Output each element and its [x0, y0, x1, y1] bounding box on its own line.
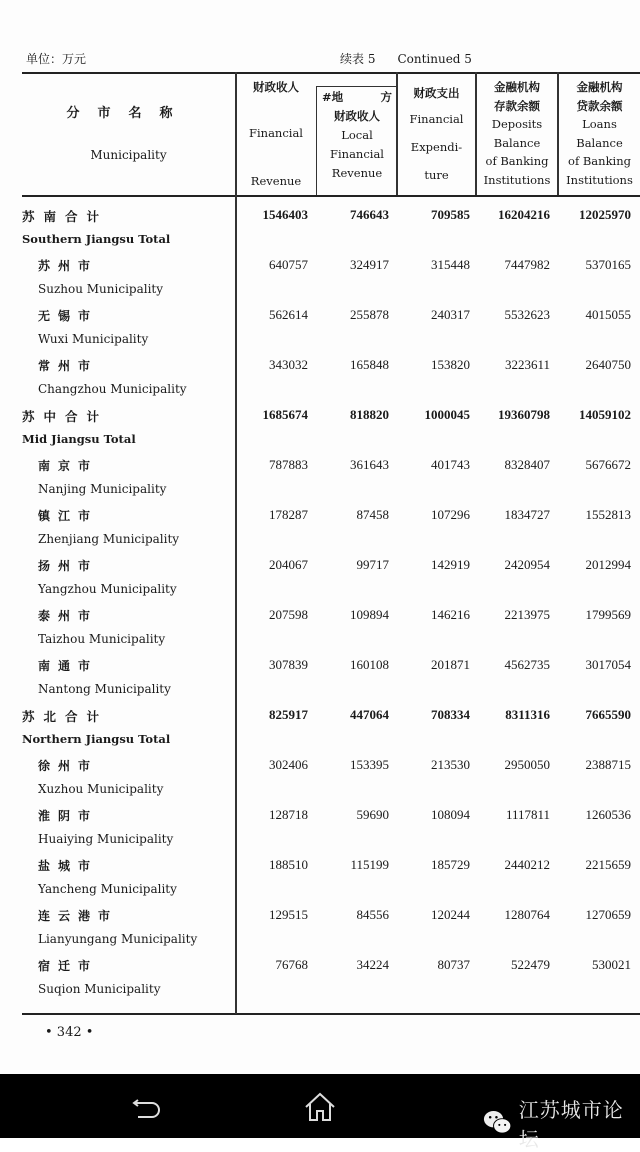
- row-name-en: Yangzhou Municipality: [38, 582, 177, 596]
- cell-value: 2440212: [504, 857, 550, 872]
- row-name-en-line: [0, 678, 640, 703]
- cell-value: 2388715: [585, 757, 631, 772]
- watermark-text: 江苏城市论坛: [518, 1098, 624, 1151]
- cell-value: 1834727: [504, 507, 550, 522]
- header-municipality: 分市名称 Municipality: [66, 106, 191, 162]
- table-row: [0, 653, 640, 678]
- cell-value: 107296: [431, 507, 470, 522]
- row-name-en-line: [0, 428, 640, 453]
- back-icon: [128, 1090, 168, 1124]
- row-name-cn: 苏州市: [38, 259, 99, 273]
- table-row: [0, 253, 640, 278]
- row-name-en: Yancheng Municipality: [38, 882, 177, 896]
- cell-value: 307839: [269, 657, 308, 672]
- cell-value: 1799569: [585, 607, 631, 622]
- row-name-cn: 扬州市: [38, 559, 99, 573]
- cell-value: 1280764: [504, 907, 550, 922]
- cell-value: 201871: [431, 657, 470, 672]
- android-nav-bar: [0, 1074, 640, 1151]
- cell-value: 2420954: [504, 557, 550, 572]
- table-body: [0, 203, 640, 1003]
- cell-value: 302406: [269, 757, 308, 772]
- table-row: [0, 903, 640, 928]
- cell-value: 818820: [350, 407, 389, 422]
- row-name-en: Mid Jiangsu Total: [22, 432, 136, 446]
- cell-value: 142919: [431, 557, 470, 572]
- header-financial-revenue: 财政收人 Financial Revenue: [249, 80, 303, 188]
- cell-value: 522479: [511, 957, 550, 972]
- cell-value: 84556: [356, 907, 389, 922]
- cell-value: 5532623: [504, 307, 550, 322]
- cell-value: 185729: [431, 857, 470, 872]
- cell-value: 447064: [350, 707, 389, 722]
- row-name-en-line: [0, 778, 640, 803]
- cell-value: 8328407: [504, 457, 550, 472]
- cell-value: 8311316: [505, 707, 550, 722]
- row-name-en: Lianyungang Municipality: [38, 932, 198, 946]
- cell-value: 2012994: [585, 557, 631, 572]
- cell-value: 2950050: [504, 757, 550, 772]
- row-name-cn: 南通市: [38, 659, 99, 673]
- cell-value: 213530: [431, 757, 470, 772]
- row-name-en-line: [0, 378, 640, 403]
- row-name-cn: 泰州市: [38, 609, 99, 623]
- cell-value: 7447982: [504, 257, 550, 272]
- row-name-cn: 苏南合计: [22, 209, 109, 224]
- row-name-en: Zhenjiang Municipality: [38, 532, 180, 546]
- cell-value: 188510: [269, 857, 308, 872]
- cell-value: 146216: [431, 607, 470, 622]
- wechat-icon: [482, 1108, 515, 1138]
- cell-value: 324917: [350, 257, 389, 272]
- page-number: • 342 •: [45, 1025, 94, 1040]
- continued-label: [340, 50, 494, 67]
- cell-value: 80737: [437, 957, 470, 972]
- header-loans: 金融机构 贷款余额 Loans Balance of Banking Institutions: [566, 80, 633, 187]
- cell-value: 160108: [350, 657, 389, 672]
- row-name-cn: 无锡市: [38, 309, 99, 323]
- row-name-en-line: [0, 528, 640, 553]
- row-name-cn: 宿迁市: [38, 959, 99, 973]
- row-name-cn: 淮阴市: [38, 809, 99, 823]
- row-name-en: Xuzhou Municipality: [38, 782, 164, 796]
- row-name-en: Southern Jiangsu Total: [22, 232, 171, 246]
- cell-value: 825917: [269, 707, 308, 722]
- continued-cn: 续表 5: [340, 52, 376, 66]
- home-button[interactable]: [300, 1090, 340, 1124]
- cell-value: 1546403: [262, 207, 308, 222]
- row-name-en: Nanjing Municipality: [38, 482, 167, 496]
- row-name-en-line: [0, 278, 640, 303]
- total-row: [0, 203, 640, 228]
- cell-value: 153820: [431, 357, 470, 372]
- cell-value: 255878: [350, 307, 389, 322]
- total-row: [0, 403, 640, 428]
- table-row: [0, 503, 640, 528]
- cell-value: 2215659: [585, 857, 631, 872]
- table-row: [0, 803, 640, 828]
- cell-value: 708334: [431, 707, 470, 722]
- table-row: [0, 853, 640, 878]
- row-name-en: Northern Jiangsu Total: [22, 732, 171, 746]
- cell-value: 640757: [269, 257, 308, 272]
- cell-value: 7665590: [585, 707, 631, 722]
- table-row: [0, 353, 640, 378]
- row-name-en: Nantong Municipality: [38, 682, 171, 696]
- row-name-cn: 苏中合计: [22, 409, 109, 424]
- cell-value: 1552813: [585, 507, 631, 522]
- cell-value: 109894: [350, 607, 389, 622]
- cell-value: 99717: [356, 557, 389, 572]
- cell-value: 5676672: [585, 457, 631, 472]
- row-name-cn: 镇江市: [38, 509, 99, 523]
- cell-value: 4562735: [504, 657, 550, 672]
- cell-value: 19360798: [498, 407, 550, 422]
- table-row: [0, 953, 640, 978]
- row-name-en: Taizhou Municipality: [38, 632, 166, 646]
- cell-value: 14059102: [579, 407, 631, 422]
- cell-value: 361643: [350, 457, 389, 472]
- cell-value: 709585: [431, 207, 470, 222]
- table-row: [0, 303, 640, 328]
- cell-value: 240317: [431, 307, 470, 322]
- cell-value: 3223611: [504, 357, 550, 372]
- total-row: [0, 703, 640, 728]
- row-name-en-line: [0, 228, 640, 253]
- row-name-en-line: [0, 728, 640, 753]
- header-financial-expenditure: 财政支出 Financial Expendi- ture: [409, 86, 464, 182]
- cell-value: 2640750: [585, 357, 631, 372]
- cell-value: 401743: [431, 457, 470, 472]
- row-name-en-line: [0, 828, 640, 853]
- cell-value: 1117811: [505, 807, 550, 822]
- cell-value: 5370165: [585, 257, 631, 272]
- row-name-cn: 盐城市: [38, 859, 99, 873]
- row-name-en: Changzhou Municipality: [38, 382, 187, 396]
- row-name-en: Suzhou Municipality: [38, 282, 164, 296]
- home-icon: [300, 1090, 340, 1124]
- cell-value: 34224: [356, 957, 389, 972]
- row-name-en-line: [0, 878, 640, 903]
- table-row: [0, 553, 640, 578]
- watermark: [482, 1094, 640, 1152]
- cell-value: 207598: [269, 607, 308, 622]
- table-row: [0, 453, 640, 478]
- cell-value: 59690: [356, 807, 389, 822]
- cell-value: 1000045: [424, 407, 470, 422]
- cell-value: 76768: [275, 957, 308, 972]
- row-name-en-line: [0, 928, 640, 953]
- row-name-en: Huaiying Municipality: [38, 832, 174, 846]
- cell-value: 1685674: [262, 407, 308, 422]
- cell-value: 108094: [431, 807, 470, 822]
- row-name-en-line: [0, 978, 640, 1003]
- cell-value: 178287: [269, 507, 308, 522]
- row-name-cn: 徐州市: [38, 759, 99, 773]
- cell-value: 128718: [269, 807, 308, 822]
- header-deposits: 金融机构 存款余额 Deposits Balance of Banking Institutions: [483, 80, 551, 187]
- cell-value: 165848: [350, 357, 389, 372]
- cell-value: 120244: [431, 907, 470, 922]
- cell-value: 530021: [592, 957, 631, 972]
- cell-value: 2213975: [504, 607, 550, 622]
- header-local-financial-revenue: #地 方 财政收人 Local Financial Revenue: [322, 90, 392, 180]
- row-name-cn: 常州市: [38, 359, 99, 373]
- row-name-en-line: [0, 628, 640, 653]
- row-name-cn: 南京市: [38, 459, 99, 473]
- cell-value: 12025970: [579, 207, 631, 222]
- row-name-en: Wuxi Municipality: [38, 332, 149, 346]
- row-name-cn: 连云港市: [38, 909, 119, 923]
- table-bottom-rule: [22, 1013, 640, 1015]
- cell-value: 343032: [269, 357, 308, 372]
- cell-value: 315448: [431, 257, 470, 272]
- table-row: [0, 603, 640, 628]
- cell-value: 562614: [269, 307, 308, 322]
- cell-value: 787883: [269, 457, 308, 472]
- cell-value: 3017054: [585, 657, 631, 672]
- unit-label: 单位：万元: [26, 52, 87, 66]
- cell-value: 204067: [269, 557, 308, 572]
- cell-value: 129515: [269, 907, 308, 922]
- cell-value: 1260536: [585, 807, 631, 822]
- row-name-en-line: [0, 328, 640, 353]
- row-name-cn: 苏北合计: [22, 709, 109, 724]
- continued-en: Continued 5: [397, 52, 472, 66]
- row-name-en: Suqion Municipality: [38, 982, 161, 996]
- cell-value: 115199: [350, 857, 389, 872]
- cell-value: 4015055: [585, 307, 631, 322]
- row-name-en-line: [0, 478, 640, 503]
- cell-value: 1270659: [585, 907, 631, 922]
- cell-value: 16204216: [498, 207, 550, 222]
- cell-value: 87458: [356, 507, 389, 522]
- cell-value: 153395: [350, 757, 389, 772]
- row-name-en-line: [0, 578, 640, 603]
- table-row: [0, 753, 640, 778]
- back-button[interactable]: [128, 1090, 168, 1124]
- cell-value: 746643: [350, 207, 389, 222]
